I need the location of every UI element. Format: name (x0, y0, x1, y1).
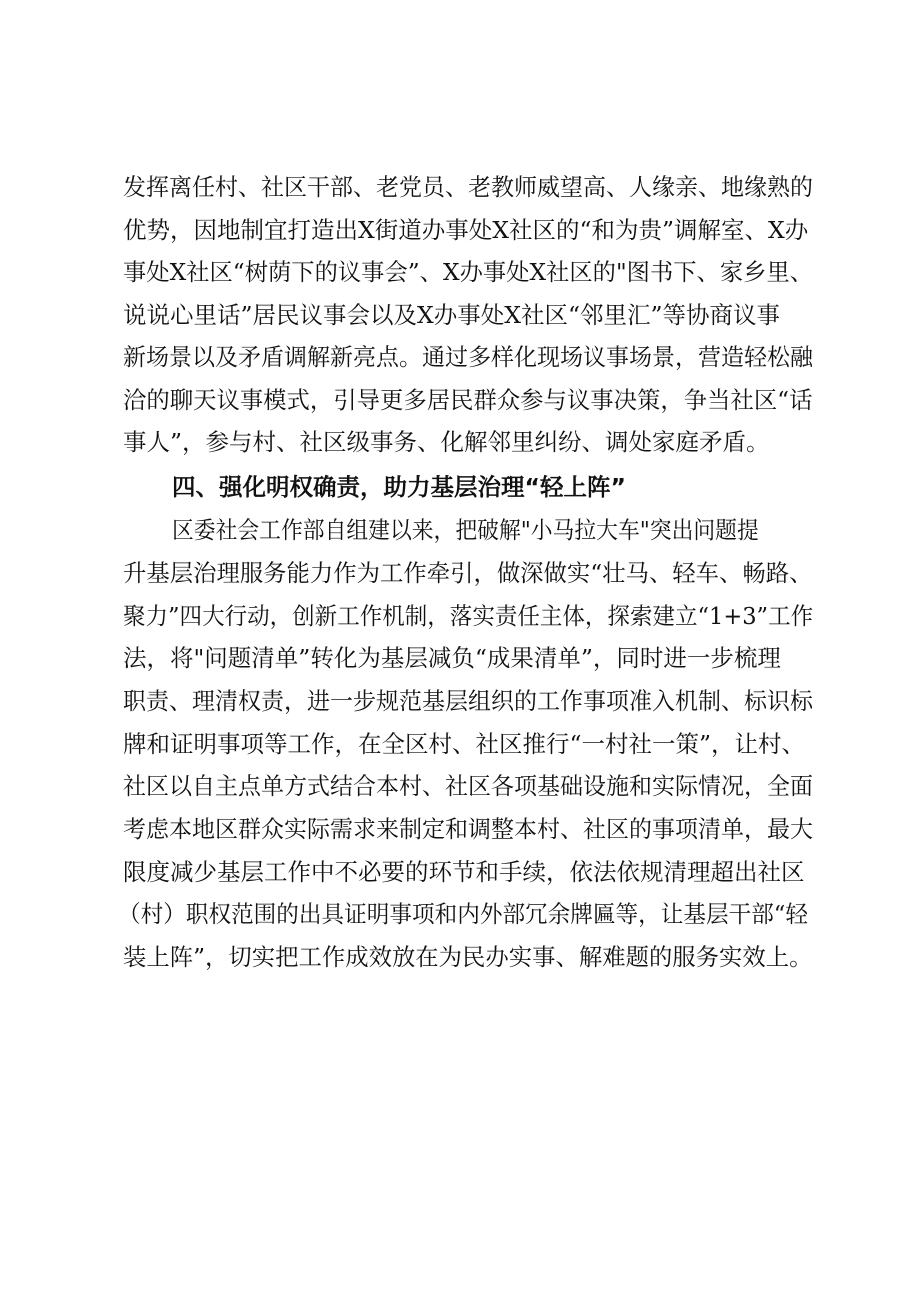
paragraph-1-line: 说说心里话”居民议事会以及X办事处X社区“邻里汇”等协商议事 (123, 301, 781, 329)
paragraph-2-line: 装上阵”，切实把工作成效放在为民办实事、解难题的服务实效上。 (123, 943, 813, 971)
section-heading: 四、强化明权确责，助力基层治理“轻上阵” (172, 473, 626, 501)
paragraph-1-line: 事人”，参与村、社区级事务、化解邻里纠纷、调处家庭矛盾。 (123, 428, 770, 456)
paragraph-2-line: 限度减少基层工作中不必要的环节和手续，依法依规清理超出社区 (123, 858, 805, 886)
paragraph-2-line: 升基层治理服务能力作为工作牵引，做深做实“壮马、轻车、畅路、 (123, 559, 813, 587)
paragraph-2-line: 职责、理清权责，进一步规范基层组织的工作事项准入机制、标识标 (123, 687, 813, 715)
paragraph-2-line: 牌和证明事项等工作，在全区村、社区推行“一村社一策”，让村、 (123, 730, 806, 758)
paragraph-1-line: 洽的聊天议事模式，引导更多居民群众参与议事决策，争当社区“话 (123, 386, 813, 414)
paragraph-1-line: 新场景以及矛盾调解新亮点。通过多样化现场议事场景，营造轻松融 (123, 343, 813, 371)
paragraph-2-line: 考虑本地区群众实际需求来制定和调整本村、社区的事项清单，最大 (123, 815, 813, 843)
paragraph-2-line: （村）职权范围的出具证明事项和内外部冗余牌匾等，让基层干部“轻 (118, 900, 808, 928)
paragraph-2-line: 区委社会工作部自组建以来，把破解"小马拉大车"突出问题提 (172, 516, 759, 544)
paragraph-2-line: 法，将"问题清单”转化为基层减负“成果清单”，同时进一步梳理 (123, 644, 781, 672)
paragraph-2-line: 社区以自主点单方式结合本村、社区各项基础设施和实际情况，全面 (123, 772, 813, 800)
paragraph-1-line: 发挥离任村、社区干部、老党员、老教师威望高、人缘亲、地缘熟的 (123, 173, 813, 201)
paragraph-1-line: 事处X社区“树荫下的议事会”、X办事处X社区的"图书下、家乡里、 (123, 258, 814, 286)
paragraph-1-line: 优势，因地制宜打造出X街道办事处X社区的“和为贵”调解室、X办 (123, 216, 809, 244)
paragraph-2-line: 聚力”四大行动，创新工作机制，落实责任主体，探索建立“1+3”工作 (123, 602, 814, 630)
